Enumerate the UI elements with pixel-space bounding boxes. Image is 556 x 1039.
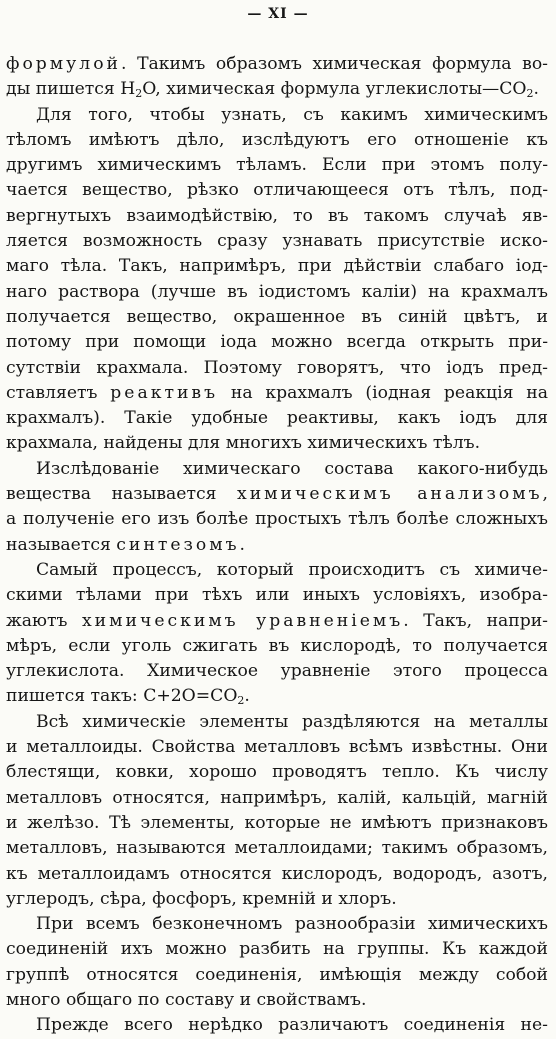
text-run: мѣръ, если уголь сжигать въ кислородѣ, то получается [6,635,548,656]
text-run: маго тѣла. Такъ, напримѣръ, при дѣйствіи слабаго іод- [6,256,548,277]
subscript: 2 [237,694,245,708]
text-line [6,963,548,988]
text-line [6,609,548,634]
text-line [6,52,548,77]
text-line [6,77,548,102]
text-line [6,356,548,381]
text-line [6,1013,548,1038]
text-run: крахмала, найдены для многихъ химическихъ тѣлъ. [6,433,481,454]
text-run: пишется такъ: C+2O=CO [6,686,238,707]
text-run: потому при помощи іода можно всегда открыть при- [6,332,548,353]
text-run: Изслѣдованіе химическаго состава какого-нибудь [36,458,548,479]
text-run: крахмалъ). Такіе удобные реактивы, какъ іодъ для [6,408,548,429]
subscript: 2 [135,87,143,101]
text-line [6,204,548,229]
spaced-term: химическимъ уравненіемъ [81,610,404,631]
text-run: ды пишется H [6,79,136,100]
text-run: Самый процессъ, который происходитъ съ химиче- [36,559,548,580]
spaced-term: формулой [6,54,122,74]
text-line [6,153,548,178]
text-run: вещества называется [6,484,237,505]
text-line [6,811,548,836]
text-line [6,229,548,254]
text-run: металловъ относятся, напримѣръ, калій, кальцій, магній [6,787,548,808]
text-line [6,862,548,887]
text-line [6,457,548,482]
text-run: жаютъ [6,610,82,631]
text-run: чается вещество, рѣзко отличающееся отъ тѣлъ, под- [6,180,548,201]
text-run: и металлоиды. Свойства металловъ всѣмъ извѣстны. Они [6,737,548,758]
text-line [6,684,548,709]
text-line [6,887,548,912]
text-line [6,760,548,785]
spaced-term: химическимъ анализомъ [237,484,543,505]
spaced-term: синтезомъ [116,534,240,555]
text-line [6,558,548,583]
text-run: другимъ химическимъ тѣламъ. Если при этомъ полу- [6,155,548,176]
text-run: При всемъ безконечномъ разнообразіи химическихъ [36,914,548,935]
text-line [6,533,548,558]
text-run: Всѣ химическіе элементы раздѣляются на металлы [36,711,548,732]
text-run: углеродъ, сѣра, фосфоръ, кремній и хлоръ. [6,888,397,909]
text-run: Для того, чтобы узнать, съ какимъ химическимъ [36,104,548,125]
text-run: получается вещество, окрашенное въ синій цвѣтъ, и [6,306,548,327]
text-line [6,254,548,279]
text-run: много общаго по составу и свойствамъ. [6,989,367,1010]
body-text [6,52,548,1039]
text-run: группѣ относятся соединенія, имѣющія между собой [6,964,548,985]
text-run: блестящи, ковки, хорошо проводятъ тепло. Къ числу [6,762,548,783]
text-line [6,178,548,203]
text-run: ставляетъ [6,382,111,403]
subscript: 2 [526,87,534,101]
text-line [6,836,548,861]
text-line [6,482,548,507]
text-line [6,128,548,153]
text-run: на крахмалъ (іодная реакція на [218,382,548,403]
text-line [6,431,548,456]
text-run: Прежде всего нерѣдко различаютъ соединенія не- [36,1015,548,1036]
text-line [6,937,548,962]
text-run: . Такимъ образомъ химическая формула во- [121,54,548,74]
text-run: , [542,484,549,505]
text-line [6,103,548,128]
text-line [6,381,548,406]
text-run: . [533,79,539,100]
text-line [6,735,548,760]
text-line [6,988,548,1013]
text-run: ляется возможность сразу узнавать присутствіе иско- [6,231,548,252]
page-number-header: — XI — [247,6,309,22]
text-line [6,659,548,684]
text-run: наго раствора (лучше въ іодистомъ каліи) на крахмалъ [6,281,548,302]
text-run: . [239,534,246,555]
text-run: скими тѣлами при тѣхъ или иныхъ условіяхъ, изобра- [6,585,548,606]
text-run: соединеній ихъ можно разбить на группы. Къ каждой [6,939,548,960]
text-line [6,330,548,355]
text-line [6,305,548,330]
text-run: . Такъ, напри- [403,610,548,631]
text-run: къ металлоидамъ относятся кислородъ, водородъ, азотъ, [6,863,548,884]
text-line [6,507,548,532]
text-run: O, химическая формула углекислоты—CO [142,79,527,100]
text-run: металловъ, называются металлоидами; такимъ образомъ, [6,838,548,859]
text-run: углекислота. Химическое уравненіе этого процесса [6,661,548,682]
text-line [6,634,548,659]
text-run: сутствіи крахмала. Поэтому говорятъ, что іодъ пред- [6,357,548,378]
text-run: и желѣзо. Тѣ элементы, которые не имѣютъ признаковъ [6,812,548,833]
text-run: вергнутыхъ взаимодѣйствію, то въ такомъ случаѣ яв- [6,205,548,226]
text-run: . [244,686,250,707]
text-line [6,912,548,937]
text-run: тѣломъ имѣютъ дѣло, изслѣдуютъ его отношеніе къ [6,129,548,150]
text-run: а полученіе его изъ болѣе простыхъ тѣлъ болѣе сложныхъ [6,509,548,530]
text-line [6,786,548,811]
text-line [6,280,548,305]
spaced-term: реактивъ [110,382,219,403]
text-line [6,583,548,608]
text-line [6,406,548,431]
text-run: называется [6,534,117,555]
text-line [6,710,548,735]
